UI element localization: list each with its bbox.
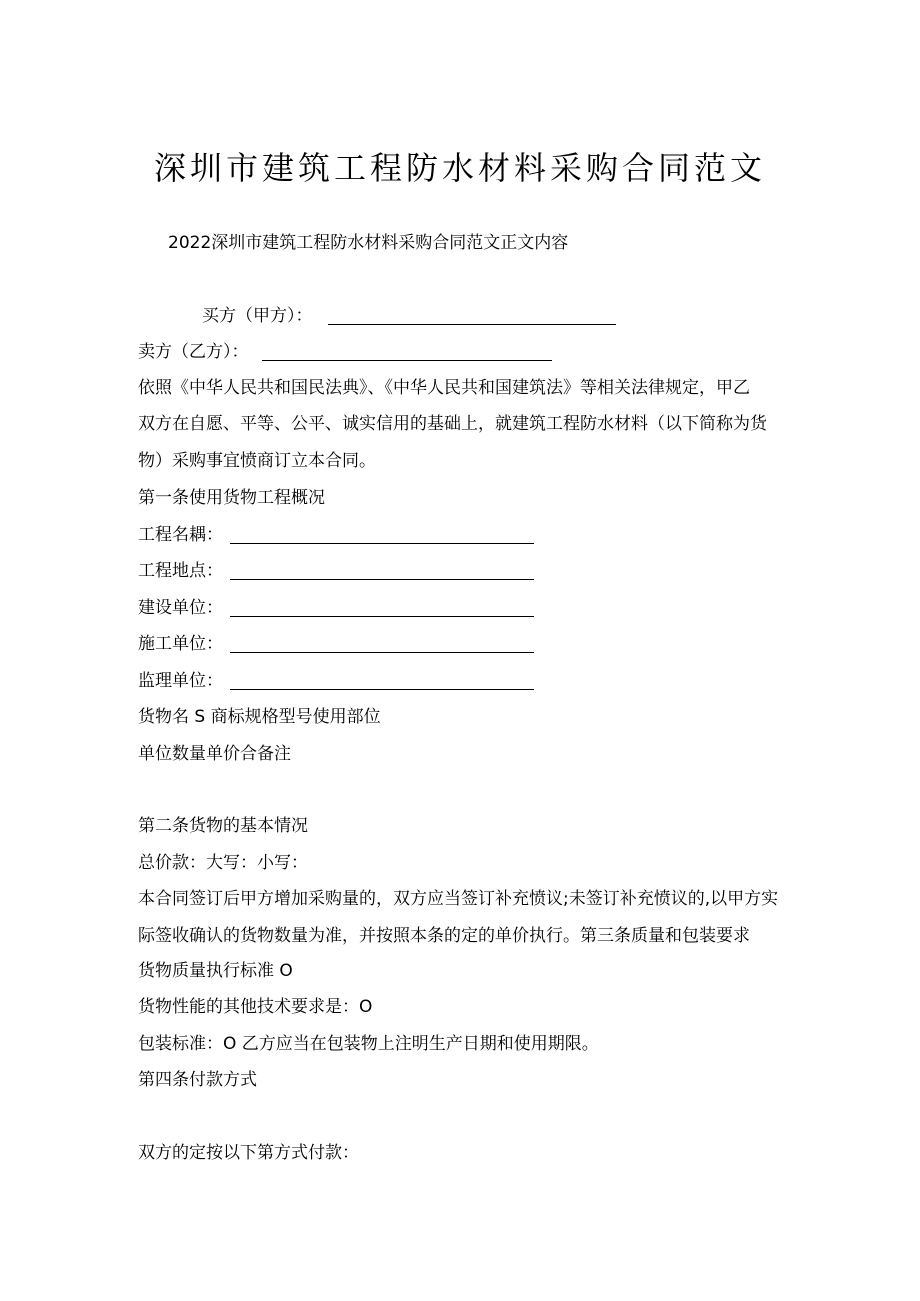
- project-name-label: 工程名耦：: [138, 525, 223, 545]
- contractor-unit-label: 施工单位：: [138, 634, 223, 654]
- supervision-unit-label: 监理单位：: [138, 671, 223, 691]
- contractor-unit-blank-line: [230, 638, 534, 653]
- construction-unit-label: 建设单位：: [138, 598, 223, 618]
- document-subtitle: 2022深圳市建筑工程防水材料采购合同范文正文内容: [168, 233, 569, 253]
- buyer-blank-line: [328, 310, 616, 325]
- supervision-unit-blank-line: [230, 675, 534, 690]
- construction-unit-blank-line: [230, 602, 534, 617]
- intro-line-2: 双方在自愿、平等、公平、诚实信用的基础上，就建筑工程防水材料（以下简称为货: [138, 414, 767, 434]
- para-2-line-2: 际签收确认的货物数量为准，并按照本条的定的单价执行。第三条质量和包装要求: [138, 926, 750, 946]
- para-2-line-1: 本合同签订后甲方增加采购量的，双方应当签订补充愤议;未签订补充愤议的,以甲方实: [138, 889, 779, 909]
- intro-line-1: 依照《中华人民共和国民法典》、《中华人民共和国建筑法》等相关法律规定，甲乙: [138, 378, 750, 398]
- performance-requirement-line: 货物性能的其他技术要求是：O: [138, 997, 373, 1017]
- seller-label: 卖方（乙方）：: [138, 342, 249, 362]
- quality-standard-line: 货物质量执行标准 O: [138, 961, 293, 981]
- article-2-title: 第二条货物的基本情况: [138, 816, 308, 836]
- goods-table-header-1: 货物名 S 商标规格型号使用部位: [138, 707, 381, 727]
- project-name-blank-line: [230, 529, 534, 544]
- article-1-title: 第一条使用货物工程概况: [138, 488, 325, 508]
- intro-line-3: 物）采购事宜愤商订立本合同。: [138, 451, 376, 471]
- payment-intro-line: 双方的定按以下第方式付款：: [138, 1143, 359, 1163]
- document-title: 深圳市建筑工程防水材料采购合同范文: [153, 149, 766, 187]
- project-location-label: 工程地点：: [138, 561, 223, 581]
- goods-table-header-2: 单位数量单价合备注: [138, 744, 291, 764]
- packaging-line: 包装标准：O 乙方应当在包装物上注明生产日期和使用期限。: [138, 1034, 599, 1054]
- seller-blank-line: [262, 346, 552, 361]
- article-4-title: 第四条付款方式: [138, 1070, 257, 1090]
- total-price-line: 总价款：大写：小写：: [138, 853, 308, 873]
- project-location-blank-line: [230, 565, 534, 580]
- buyer-label: 买方（甲方）：: [202, 306, 313, 326]
